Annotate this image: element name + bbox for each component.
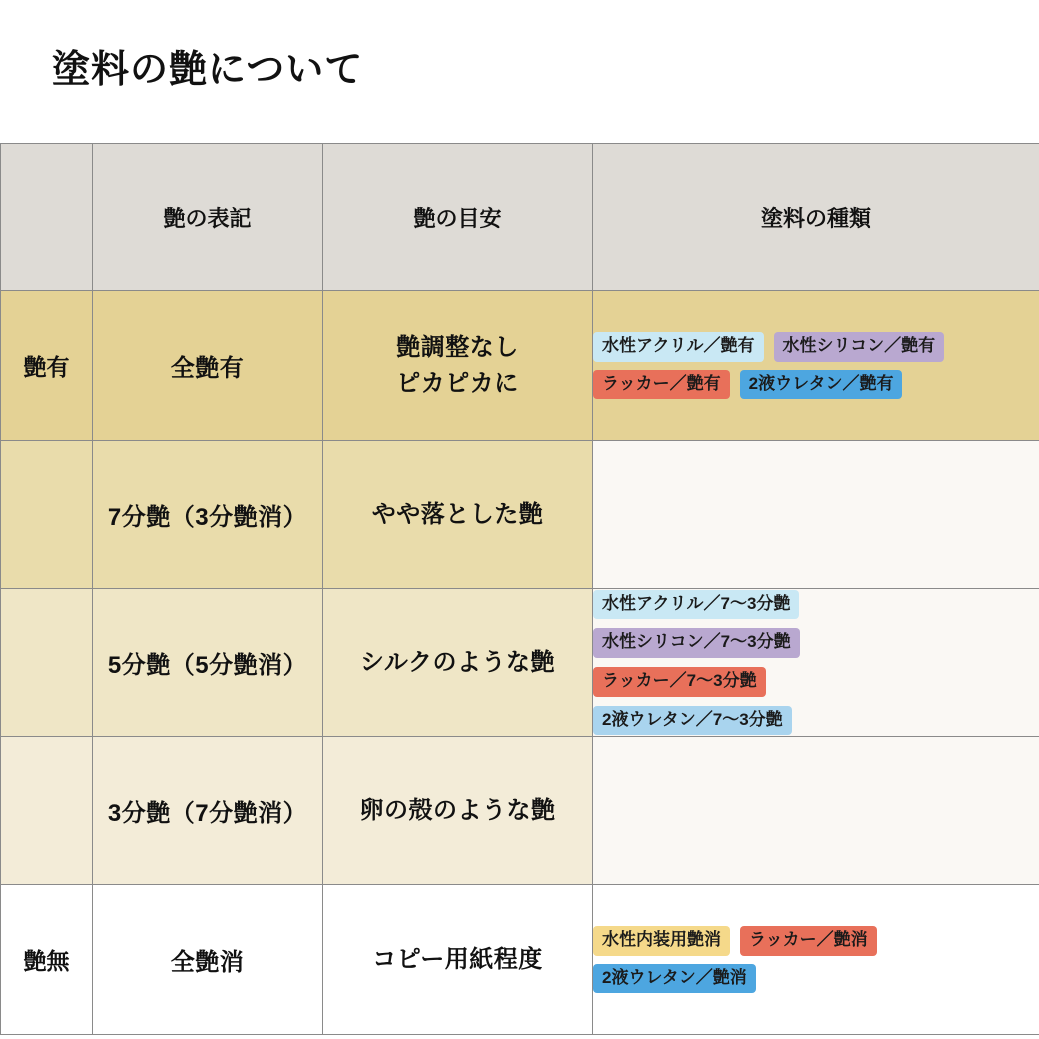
paint-type-tag: 水性アクリル／7〜3分艶 (593, 590, 799, 620)
paint-type-tag-list (593, 810, 1039, 811)
header-blank (1, 144, 93, 291)
header-gloss-notation: 艶の表記 (93, 144, 323, 291)
row-paint-types (593, 291, 1039, 441)
row-paint-types (593, 885, 1039, 1035)
gloss-table (0, 143, 1039, 1035)
table-row (1, 441, 1039, 589)
row-gloss-name: 3分艶（7分艶消） (93, 737, 323, 885)
row-side-label: 艶無 (1, 885, 93, 1035)
paint-type-tag-list (593, 590, 1039, 736)
paint-type-tag: 水性シリコン／7〜3分艶 (593, 628, 800, 658)
row-side-label (1, 737, 93, 885)
page-title: 塗料の艶について (52, 49, 364, 91)
row-gloss-guide: シルクのような艶 (323, 589, 593, 737)
paint-type-tag: 水性シリコン／艶有 (774, 332, 945, 362)
table-row (1, 737, 1039, 885)
paint-type-tag: 水性内装用艶消 (593, 926, 730, 956)
row-side-label: 艶有 (1, 291, 93, 441)
paint-type-tag: 2液ウレタン／7〜3分艶 (593, 706, 792, 736)
table-header (1, 144, 1039, 291)
row-gloss-guide: やや落とした艶 (323, 441, 593, 589)
header-paint-types: 塗料の種類 (593, 144, 1039, 291)
row-gloss-guide: 卵の殻のような艶 (323, 737, 593, 885)
header-gloss-guide: 艶の目安 (323, 144, 593, 291)
paint-type-tag-list (593, 332, 1039, 399)
paint-type-tag: ラッカー／艶消 (740, 926, 877, 956)
table-row (1, 885, 1039, 1035)
guide-line-2: ピカピカに (396, 369, 519, 397)
table-body (1, 291, 1039, 1035)
paint-type-tag: ラッカー／7〜3分艶 (593, 667, 766, 697)
row-gloss-name: 5分艶（5分艶消） (93, 589, 323, 737)
row-gloss-name: 全艶有 (93, 291, 323, 441)
guide-line-1: 艶調整なし (396, 333, 519, 361)
paint-type-tag-list (593, 926, 1039, 993)
row-gloss-guide (323, 291, 593, 441)
row-gloss-name: 全艶消 (93, 885, 323, 1035)
row-side-label (1, 589, 93, 737)
row-gloss-name: 7分艶（3分艶消） (93, 441, 323, 589)
paint-type-tag: 2液ウレタン／艶消 (593, 964, 756, 994)
row-paint-types (593, 589, 1039, 737)
row-gloss-guide: コピー用紙程度 (323, 885, 593, 1035)
row-paint-types (593, 737, 1039, 885)
row-paint-types (593, 441, 1039, 589)
row-side-label (1, 441, 93, 589)
paint-type-tag: 2液ウレタン／艶有 (740, 370, 903, 400)
table-row (1, 291, 1039, 441)
table-header-row (1, 144, 1039, 291)
paint-type-tag: ラッカー／艶有 (593, 370, 730, 400)
paint-type-tag: 水性アクリル／艶有 (593, 332, 764, 362)
table-row (1, 589, 1039, 737)
paint-type-tag-list (593, 514, 1039, 515)
